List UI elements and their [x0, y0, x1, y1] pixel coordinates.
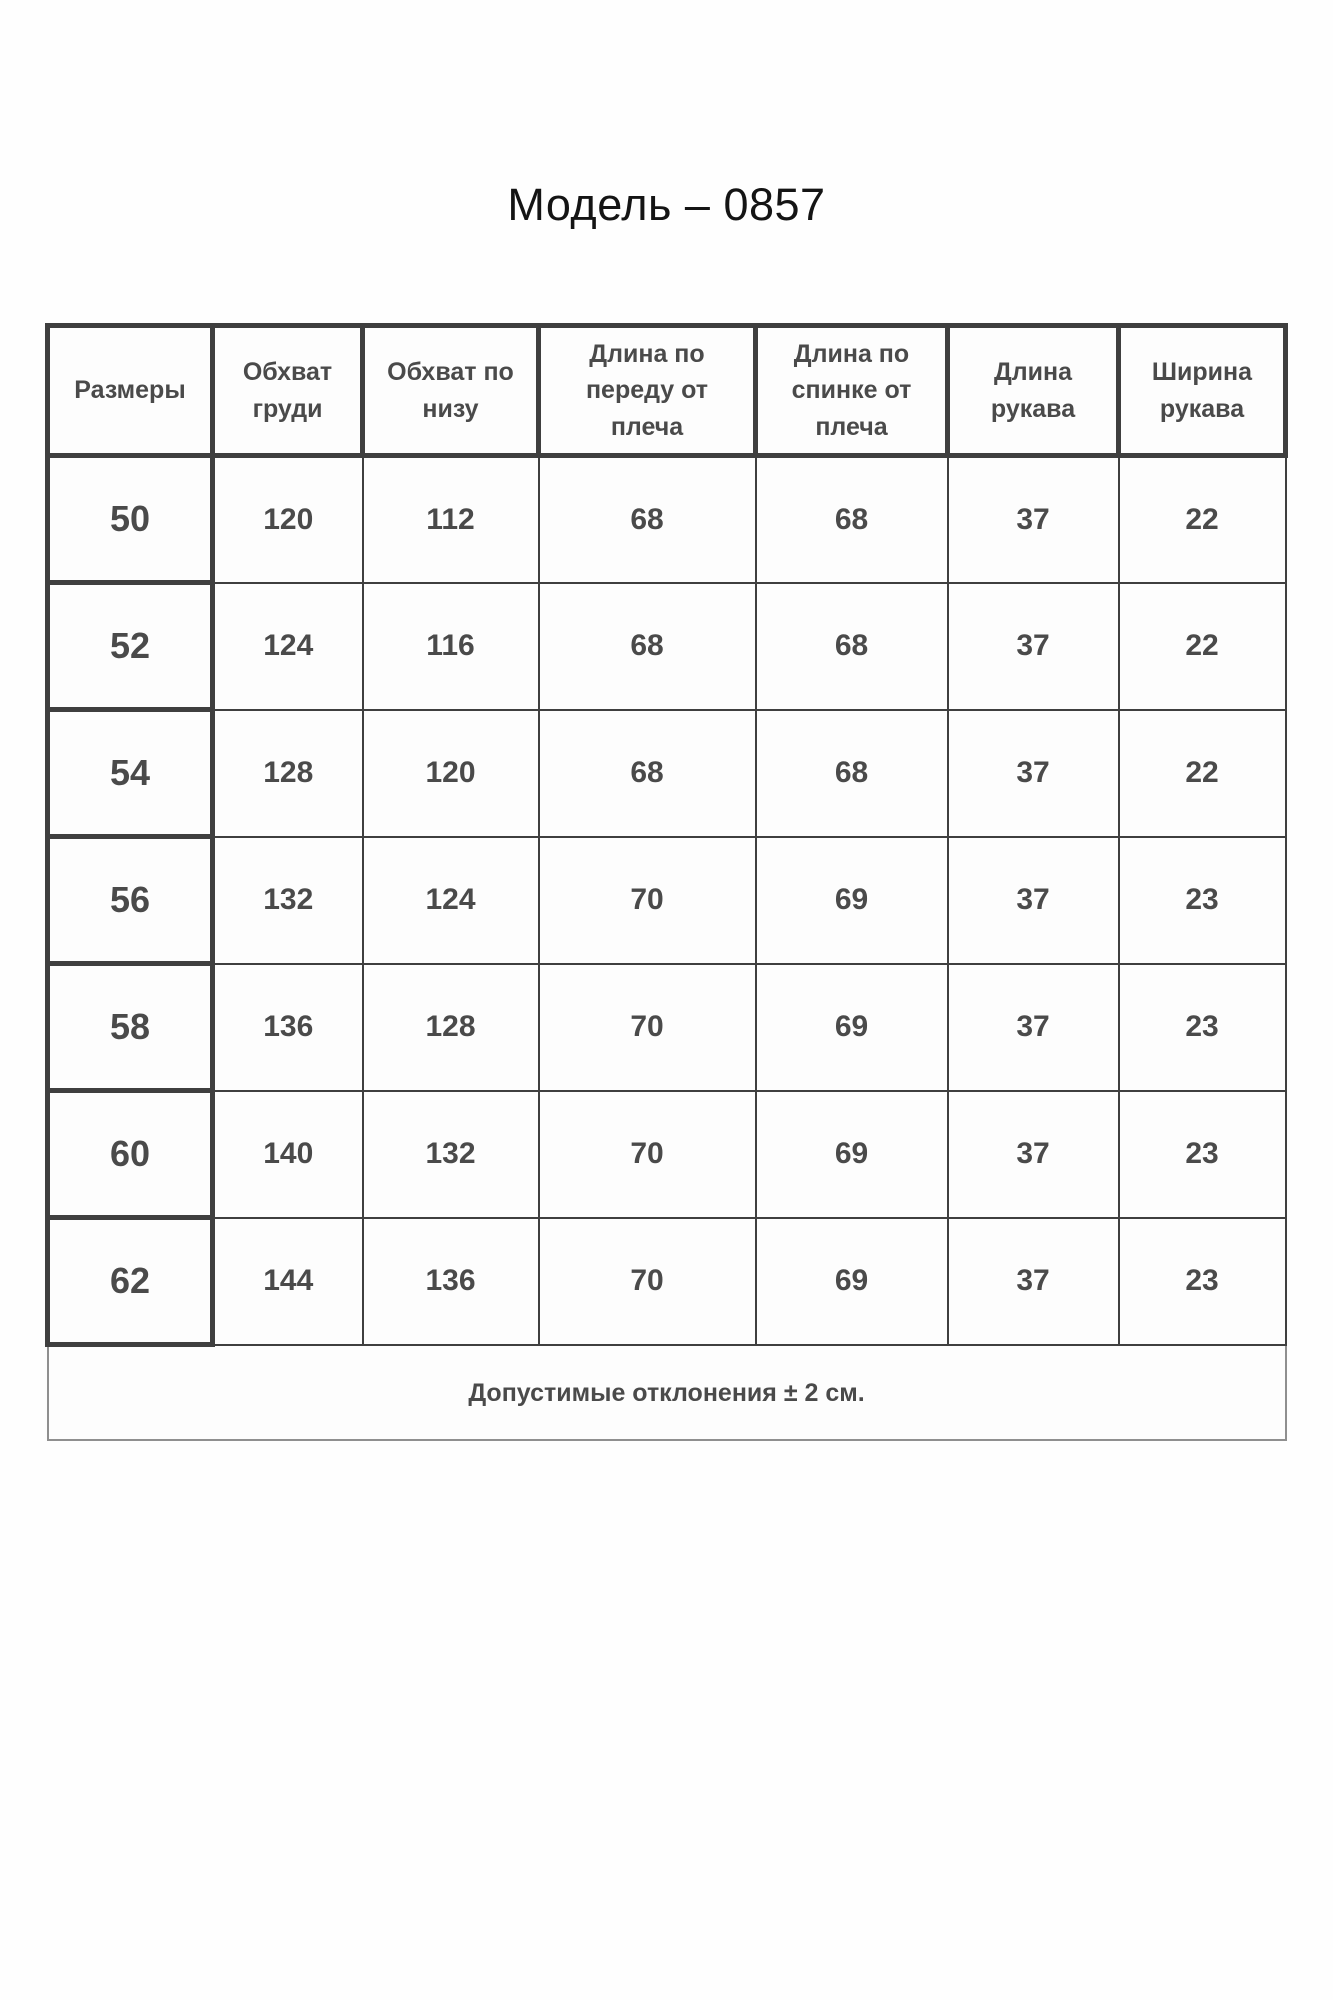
table-header-row — [48, 326, 1286, 456]
size-cell: 54 — [48, 710, 213, 837]
measurement-cell: 128 — [363, 964, 539, 1091]
measurement-cell: 112 — [363, 456, 539, 583]
measurement-cell: 136 — [363, 1218, 539, 1345]
measurement-cell: 23 — [1119, 837, 1286, 964]
size-cell: 50 — [48, 456, 213, 583]
column-header-bottom-girth: Обхват по низу — [363, 326, 539, 456]
measurement-cell: 37 — [948, 1091, 1119, 1218]
size-cell: 52 — [48, 583, 213, 710]
measurement-cell: 68 — [539, 710, 756, 837]
column-header-chest-girth: Обхват груди — [213, 326, 363, 456]
measurement-cell: 132 — [363, 1091, 539, 1218]
measurement-cell: 70 — [539, 837, 756, 964]
table-row — [48, 1091, 1286, 1218]
measurement-cell: 124 — [213, 583, 363, 710]
measurement-cell: 22 — [1119, 710, 1286, 837]
measurement-cell: 69 — [756, 1218, 948, 1345]
measurement-cell: 23 — [1119, 1091, 1286, 1218]
measurement-cell: 37 — [948, 837, 1119, 964]
measurement-cell: 70 — [539, 1218, 756, 1345]
measurement-cell: 23 — [1119, 964, 1286, 1091]
measurement-cell: 69 — [756, 837, 948, 964]
measurement-cell: 70 — [539, 1091, 756, 1218]
table-row — [48, 456, 1286, 583]
measurement-cell: 37 — [948, 964, 1119, 1091]
measurement-cell: 128 — [213, 710, 363, 837]
measurement-cell: 69 — [756, 1091, 948, 1218]
measurement-cell: 22 — [1119, 456, 1286, 583]
page-title: Модель – 0857 — [507, 179, 826, 230]
measurement-cell: 22 — [1119, 583, 1286, 710]
measurement-cell: 70 — [539, 964, 756, 1091]
measurement-cell: 68 — [539, 583, 756, 710]
table-row — [48, 710, 1286, 837]
measurement-cell: 68 — [756, 583, 948, 710]
measurement-cell: 132 — [213, 837, 363, 964]
measurement-cell: 37 — [948, 583, 1119, 710]
measurement-cell: 69 — [756, 964, 948, 1091]
table-row — [48, 964, 1286, 1091]
measurement-cell: 68 — [539, 456, 756, 583]
measurement-cell: 140 — [213, 1091, 363, 1218]
measurement-cell: 37 — [948, 1218, 1119, 1345]
measurement-cell: 68 — [756, 456, 948, 583]
table-row — [48, 837, 1286, 964]
measurement-cell: 68 — [756, 710, 948, 837]
measurement-cell: 37 — [948, 456, 1119, 583]
column-header-back-length: Длина по спинке от плеча — [756, 326, 948, 456]
measurement-cell: 116 — [363, 583, 539, 710]
size-cell: 60 — [48, 1091, 213, 1218]
size-cell: 56 — [48, 837, 213, 964]
measurement-cell: 120 — [363, 710, 539, 837]
table-row — [48, 1218, 1286, 1345]
measurement-cell: 23 — [1119, 1218, 1286, 1345]
size-cell: 58 — [48, 964, 213, 1091]
measurement-cell: 124 — [363, 837, 539, 964]
size-table — [45, 323, 1288, 1441]
tolerance-note: Допустимые отклонения ± 2 см. — [48, 1345, 1286, 1441]
measurement-cell: 37 — [948, 710, 1119, 837]
column-header-sleeve-width: Ширина рукава — [1119, 326, 1286, 456]
measurement-cell: 144 — [213, 1218, 363, 1345]
measurement-cell: 120 — [213, 456, 363, 583]
size-cell: 62 — [48, 1218, 213, 1345]
table-row — [48, 583, 1286, 710]
footnote-row — [48, 1345, 1286, 1441]
column-header-sizes: Размеры — [48, 326, 213, 456]
column-header-front-length: Длина по переду от плеча — [539, 326, 756, 456]
measurement-cell: 136 — [213, 964, 363, 1091]
column-header-sleeve-length: Длина рукава — [948, 326, 1119, 456]
